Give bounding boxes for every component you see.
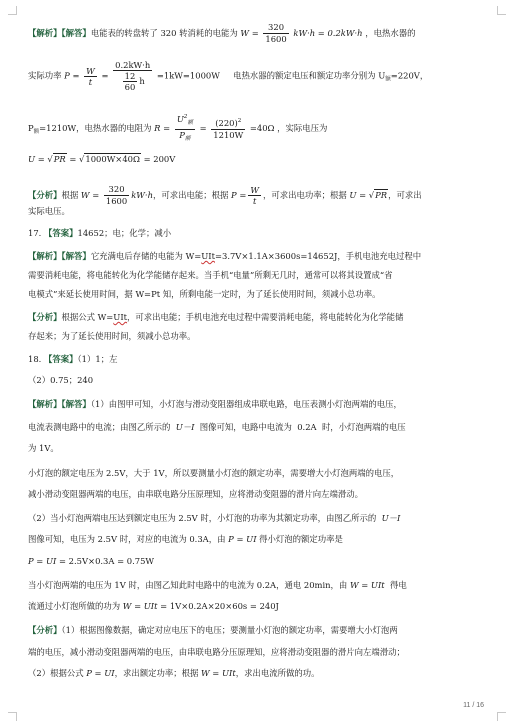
text-span: 图像可知，电压为 2.5V 时，对应的电流为 0.3A，由	[28, 534, 226, 544]
solution-16-line-2: 实际功率 P = $\frac{W}{t}$ = 0.2kW·h $\frac{12}{60}$ h =1kW=1000W 电热水器的额定电压和额定功率分别为 $U_额=220V$，	[28, 60, 429, 92]
page-number: 11 / 16	[463, 702, 484, 709]
jieda-tag: 【解答】	[61, 28, 91, 38]
fraction-220-1210: $\frac{(220)^2}{1210W}$	[213, 118, 244, 140]
text-span: （2）根据公式	[28, 668, 84, 678]
fraction-320-1600: $\frac{320}{1600}$	[265, 22, 287, 44]
text-span: 【解析】	[28, 251, 62, 261]
text-span: 得电	[390, 580, 407, 590]
text-span: 18.	[28, 354, 42, 364]
solution-16-line-4: U = √PR = √1000W×40Ω = 200V	[28, 154, 176, 164]
analysis-18-line-3: （2）根据公式 P = UI，求出额定功率；根据 W = UIt，求出电流所做的功。	[28, 668, 320, 678]
text-span: 14652；电；化学；减小	[77, 228, 172, 238]
text-span: ，可求出电功率；根据	[262, 190, 347, 200]
text-span: 当小灯泡两端的电压为 1V 时，由图乙知此时电路中的电流为 0.2A，通电 20min，由	[28, 580, 348, 590]
text-span: 17.	[28, 228, 42, 238]
text-span: 【解答】	[61, 399, 91, 409]
text-span: （1）由图甲可知，小灯泡与滑动变阻器组成串联电路，电压表测小灯泡两端的电压，	[90, 399, 402, 409]
text-span: UIt	[201, 251, 215, 261]
analysis-18-line-2: 端的电压，减小滑动变阻器两端的电压，由串联电路分压原理知，应将滑动变阻器的滑片向左端滑动；	[28, 647, 405, 657]
text-span: ，求出额定功率；根据	[114, 668, 199, 678]
formula-p: P =	[64, 70, 80, 81]
text-span: 它充满电后存储的电能为 W=	[90, 251, 202, 261]
formula-w: W =	[240, 28, 259, 38]
text-span: 【答案】	[44, 228, 78, 238]
solution-18-line-8: P = UI = 2.5V×0.3A = 0.75W	[28, 556, 155, 566]
text-span: 【分析】	[28, 625, 62, 635]
text-span: （2）当小灯泡两端电压达到额定电压为 2.5V 时，小灯泡的功率为其额定功率，由图乙所示的	[28, 513, 377, 523]
text-span: 图像可知，电路中电流为	[199, 422, 292, 432]
text-span: =1210W，电热水器的电阻为	[39, 123, 152, 133]
text-span: 【分析】	[28, 312, 62, 322]
text-span: 【解析】	[28, 399, 62, 409]
text-span: 时，小灯泡两端的电压	[321, 422, 406, 432]
analysis-18-line-1	[28, 625, 398, 636]
answer-18	[28, 354, 117, 365]
text-span: 【解答】	[61, 251, 91, 261]
text-span: ，可求出电能；手机电池充电过程中需要消耗电能，将电能转化为化学能储	[127, 312, 404, 322]
text-span: ，求出电流所做的功。	[235, 668, 320, 678]
solution-17-line-2: 需要消耗电能，将电能转化为化学能储存起来。当手机“电量”所剩无几时，通常可以将其设置成“省	[28, 270, 393, 280]
text-span: 根据	[61, 190, 79, 200]
text-span: （1）根据图像数据，确定对应电压下的电压；要测量小灯泡的额定功率，需要增大小灯泡两	[61, 625, 398, 635]
fraction-u2-p: $\frac{U^2_额}{P_额}$	[176, 114, 193, 142]
jiexi-tag: 【解析】	[28, 28, 62, 38]
text-span: =1kW=1000W	[156, 70, 220, 81]
text-span: P	[28, 123, 34, 133]
text-span: 电热水器的额定电压和额定功率分别为 U	[233, 70, 386, 81]
solution-17-line-3: 电模式”来延长使用时间，据 W=Pt 知，所剩电能一定时，为了延长使用时间，须减小总功率。	[28, 289, 381, 299]
fraction-power: 0.2kW·h $\frac{12}{60}$ h	[115, 60, 151, 92]
text-span: 得小灯泡的额定功率是	[259, 534, 343, 544]
analysis-16-line-1: 【分析】根据 W = $\frac{320}{1600}$ kW·h，可求出电能；根据 P = $\frac{W}{t}$ ，可求出电功率；根据 U = √PR，可求出	[28, 184, 422, 206]
analysis-16-line-2: 实际电压。	[28, 206, 70, 216]
text-span: ，可求出	[388, 190, 422, 200]
formula-r: R =	[154, 123, 171, 133]
text-span: 【分析】	[28, 190, 62, 200]
text-span: ，实际电压为	[277, 123, 328, 133]
solution-18-line-3: 为 1V。	[28, 443, 59, 453]
solution-18-line-7: 图像可知，电压为 2.5V 时，对应的电流为 0.3A，由 P = UI 得小灯泡的额定功率是	[28, 534, 343, 544]
solution-18-line-10: 流通过小灯泡所做的功为 W = UIt = 1V×0.2A×20×60s = 240J	[28, 601, 279, 611]
solution-16-line-3: $P_额=1210W$，电热水器的电阻为 R = $\frac{U^2_额}{P_额}$ = $\frac{(220)^2}{1210W}$ =40Ω ，实际电压为	[28, 112, 327, 145]
solution-16-line-1	[28, 22, 415, 45]
text-span: ，可求出电能；根据	[152, 190, 229, 200]
solution-18-line-4: 小灯泡的额定电压为 2.5V，大于 1V，所以要测量小灯泡的额定功率，需要增大小灯泡两端的电压，	[28, 468, 400, 478]
solution-18-line-6: （2）当小灯泡两端电压达到额定电压为 2.5V 时，小灯泡的功率为其额定功率，由图乙所示的 U－I	[28, 513, 401, 523]
text-span: 流通过小灯泡所做的功为	[28, 601, 121, 611]
fraction-w-t: $\frac{W}{t}$	[86, 65, 95, 87]
text-span: =220V，	[390, 70, 429, 81]
solution-18-line-2: 电流表测电路中的电流；由图乙所示的 U－I 图像可知，电路中电流为 0.2A 时，小灯泡两端的电压	[28, 422, 406, 432]
analysis-17-line-2: 存起来；为了延长使用时间，须减小总功率。	[28, 331, 196, 341]
crop-mark-top-right	[497, 6, 506, 15]
answer-17	[28, 228, 171, 239]
text-span: 【答案】	[44, 354, 78, 364]
text-span: 电能表的转盘转了 320 转消耗的电能为	[90, 28, 238, 38]
crop-mark-bottom-left	[8, 712, 17, 721]
text-span: 根据公式 W=	[61, 312, 114, 322]
text-span: ，电热水器的	[365, 28, 416, 38]
crop-mark-bottom-right	[497, 712, 506, 721]
solution-18-line-1	[28, 399, 402, 410]
text-span: 实际功率	[28, 70, 62, 81]
analysis-17-line-1	[28, 312, 403, 323]
solution-18-line-9: 当小灯泡两端的电压为 1V 时，由图乙知此时电路中的电流为 0.2A，通电 20min，由 W = UIt 得电	[28, 580, 407, 590]
text-span: =3.7V×1.1A×3600s=14652J，手机电池充电过程中	[214, 251, 422, 261]
text-span: （1）1；左	[77, 354, 118, 364]
answer-18-part-2: （2）0.75；240	[28, 375, 94, 385]
text-span: 电流表测电路中的电流；由图乙所示的	[28, 422, 171, 432]
formula-kwh: kW·h = 0.2kW·h	[293, 28, 363, 38]
text-span: UIt	[113, 312, 128, 322]
crop-mark-top-left	[8, 6, 17, 15]
solution-18-line-5: 减小滑动变阻器两端的电压，由串联电路分压原理知，应将滑动变阻器的滑片向左端滑动。	[28, 489, 363, 499]
solution-17-line-1	[28, 251, 421, 262]
